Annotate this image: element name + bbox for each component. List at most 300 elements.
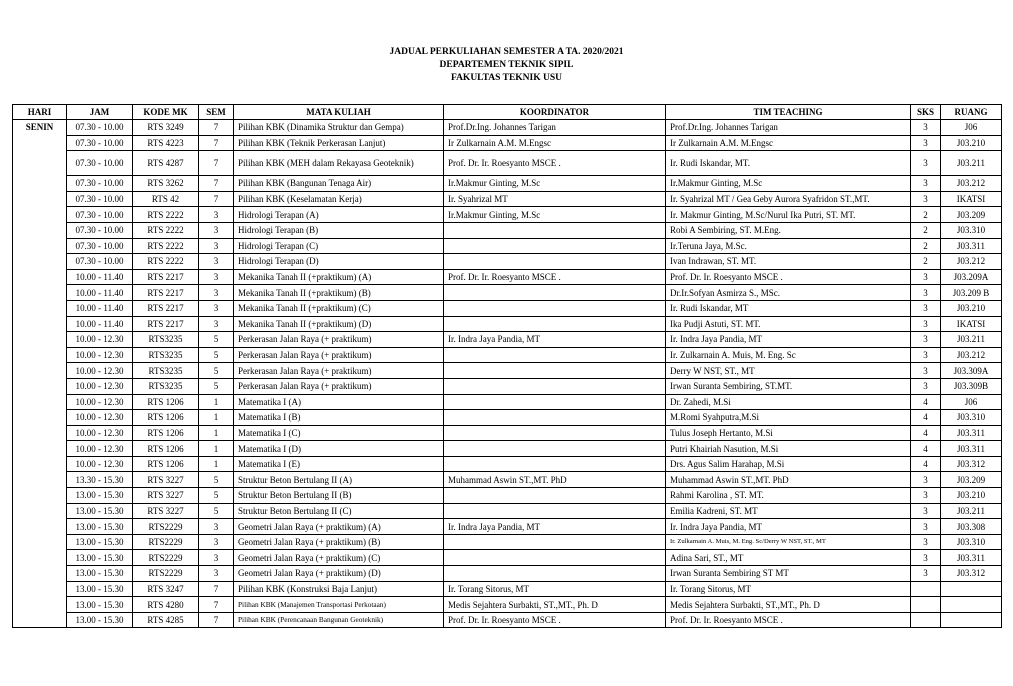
cell-sem: 3 bbox=[199, 269, 234, 285]
cell-sks: 4 bbox=[911, 425, 941, 441]
table-row bbox=[13, 238, 1002, 254]
cell-jam: 13.00 - 15.30 bbox=[67, 581, 133, 597]
cell-koordinator bbox=[444, 378, 666, 394]
cell-sks: 3 bbox=[911, 363, 941, 379]
cell-sks: 3 bbox=[911, 347, 941, 363]
table-row bbox=[13, 378, 1002, 394]
cell-koordinator bbox=[444, 363, 666, 379]
cell-kode: RTS3235 bbox=[133, 363, 199, 379]
cell-tim: Ika Pudji Astuti, ST. MT. bbox=[666, 316, 911, 332]
cell-matkul: Hidrologi Terapan (A) bbox=[234, 207, 444, 223]
table-row bbox=[13, 441, 1002, 457]
cell-sem: 7 bbox=[199, 120, 234, 136]
cell-sks: 3 bbox=[911, 550, 941, 566]
table-row bbox=[13, 191, 1002, 207]
cell-matkul: Matematika I (C) bbox=[234, 425, 444, 441]
table-row bbox=[13, 581, 1002, 597]
cell-sks: 3 bbox=[911, 269, 941, 285]
cell-sem: 5 bbox=[199, 332, 234, 348]
cell-sem: 5 bbox=[199, 503, 234, 519]
table-row bbox=[13, 207, 1002, 223]
cell-tim: Robi A Sembiring, ST. M.Eng. bbox=[666, 222, 911, 238]
cell-matkul: Pilihan KBK (MEH dalam Rekayasa Geoteknik) bbox=[234, 151, 444, 176]
cell-jam: 07.30 - 10.00 bbox=[67, 238, 133, 254]
cell-matkul: Mekanika Tanah II (+praktikum) (A) bbox=[234, 269, 444, 285]
cell-kode: RTS 1206 bbox=[133, 410, 199, 426]
table-row bbox=[13, 566, 1002, 582]
cell-koordinator: Muhammad Aswin ST.,MT. PhD bbox=[444, 472, 666, 488]
cell-koordinator: Ir. Syahrizal MT bbox=[444, 191, 666, 207]
cell-sem: 5 bbox=[199, 378, 234, 394]
cell-sem: 1 bbox=[199, 410, 234, 426]
table-row bbox=[13, 503, 1002, 519]
table-row bbox=[13, 269, 1002, 285]
cell-jam: 10.00 - 11.40 bbox=[67, 316, 133, 332]
cell-ruang: J03.309B bbox=[941, 378, 1002, 394]
cell-koordinator bbox=[444, 425, 666, 441]
cell-tim: Medis Sejahtera Surbakti, ST.,MT., Ph. D bbox=[666, 597, 911, 613]
cell-koordinator: Prof. Dr. Ir. Roesyanto MSCE . bbox=[444, 269, 666, 285]
cell-sks: 3 bbox=[911, 300, 941, 316]
cell-koordinator: Ir. Torang Sitorus, MT bbox=[444, 581, 666, 597]
table-row bbox=[13, 363, 1002, 379]
cell-koordinator: Ir. Indra Jaya Pandia, MT bbox=[444, 519, 666, 535]
cell-tim: Irwan Suranta Sembiring ST MT bbox=[666, 566, 911, 582]
col-header-sem: SEM bbox=[199, 105, 234, 120]
cell-koordinator: Prof.Dr.Ing. Johannes Tarigan bbox=[444, 120, 666, 136]
cell-kode: RTS3235 bbox=[133, 378, 199, 394]
cell-sks: 3 bbox=[911, 488, 941, 504]
cell-kode: RTS 4280 bbox=[133, 597, 199, 613]
col-header-kode: KODE MK bbox=[133, 105, 199, 120]
cell-jam: 07.30 - 10.00 bbox=[67, 191, 133, 207]
cell-koordinator bbox=[444, 285, 666, 301]
cell-matkul: Pilihan KBK (Bangunan Tenaga Air) bbox=[234, 176, 444, 192]
cell-sem: 3 bbox=[199, 238, 234, 254]
cell-kode: RTS 3227 bbox=[133, 472, 199, 488]
table-header-row bbox=[13, 105, 1002, 120]
cell-sem: 3 bbox=[199, 316, 234, 332]
cell-sem: 3 bbox=[199, 550, 234, 566]
table-row bbox=[13, 176, 1002, 192]
cell-kode: RTS2229 bbox=[133, 534, 199, 550]
cell-tim: Ir Zulkarnain A.M. M.Engsc bbox=[666, 135, 911, 151]
cell-koordinator bbox=[444, 222, 666, 238]
cell-matkul: Perkerasan Jalan Raya (+ praktikum) bbox=[234, 363, 444, 379]
col-header-koordinator: KOORDINATOR bbox=[444, 105, 666, 120]
cell-ruang: J03.210 bbox=[941, 300, 1002, 316]
cell-kode: RTS 3262 bbox=[133, 176, 199, 192]
cell-sem: 3 bbox=[199, 285, 234, 301]
cell-koordinator bbox=[444, 316, 666, 332]
cell-ruang: J06 bbox=[941, 394, 1002, 410]
cell-jam: 10.00 - 12.30 bbox=[67, 378, 133, 394]
cell-matkul: Mekanika Tanah II (+praktikum) (B) bbox=[234, 285, 444, 301]
header-title: JADUAL PERKULIAHAN SEMESTER A TA. 2020/2021 bbox=[389, 47, 624, 57]
table-row bbox=[13, 300, 1002, 316]
cell-tim: Ir. Indra Jaya Pandia, MT bbox=[666, 332, 911, 348]
cell-sem: 7 bbox=[199, 191, 234, 207]
cell-kode: RTS 1206 bbox=[133, 441, 199, 457]
cell-sem: 1 bbox=[199, 456, 234, 472]
cell-ruang: J03.209 bbox=[941, 472, 1002, 488]
cell-kode: RTS 2217 bbox=[133, 316, 199, 332]
header-faculty: FAKULTAS TEKNIK USU bbox=[450, 73, 563, 83]
cell-kode: RTS2229 bbox=[133, 566, 199, 582]
cell-ruang: J03.212 bbox=[941, 254, 1002, 270]
cell-sem: 7 bbox=[199, 612, 234, 628]
cell-sem: 3 bbox=[199, 566, 234, 582]
cell-matkul: Pilihan KBK (Perencanaan Bangunan Geoteknik) bbox=[234, 612, 444, 628]
cell-sks: 3 bbox=[911, 135, 941, 151]
cell-ruang: J03.209 B bbox=[941, 285, 1002, 301]
cell-jam: 10.00 - 11.40 bbox=[67, 269, 133, 285]
cell-kode: RTS 1206 bbox=[133, 394, 199, 410]
cell-matkul: Pilihan KBK (Keselamatan Kerja) bbox=[234, 191, 444, 207]
cell-tim: Drs. Agus Salim Harahap, M.Si bbox=[666, 456, 911, 472]
cell-tim: Tulus Joseph Hertanto, M.Si bbox=[666, 425, 911, 441]
table-row bbox=[13, 332, 1002, 348]
cell-matkul: Perkerasan Jalan Raya (+ praktikum) bbox=[234, 332, 444, 348]
cell-koordinator bbox=[444, 566, 666, 582]
cell-sem: 3 bbox=[199, 254, 234, 270]
cell-tim: Ir. Zulkarnain A. Muis, M. Eng. Sc/Derry W NST, ST., MT bbox=[666, 534, 911, 550]
cell-jam: 13.00 - 15.30 bbox=[67, 488, 133, 504]
cell-sem: 5 bbox=[199, 488, 234, 504]
schedule-table bbox=[12, 104, 1002, 628]
cell-jam: 07.30 - 10.00 bbox=[67, 254, 133, 270]
cell-ruang: J03.312 bbox=[941, 566, 1002, 582]
cell-ruang: J03.211 bbox=[941, 503, 1002, 519]
table-row bbox=[13, 394, 1002, 410]
cell-koordinator bbox=[444, 238, 666, 254]
cell-sks: 4 bbox=[911, 394, 941, 410]
cell-kode: RTS 2217 bbox=[133, 269, 199, 285]
table-row bbox=[13, 425, 1002, 441]
cell-sem: 3 bbox=[199, 534, 234, 550]
table-row bbox=[13, 488, 1002, 504]
cell-tim: M.Romi Syahputra,M.Si bbox=[666, 410, 911, 426]
cell-koordinator bbox=[444, 254, 666, 270]
table-row bbox=[13, 285, 1002, 301]
cell-matkul: Perkerasan Jalan Raya (+ praktikum) bbox=[234, 347, 444, 363]
cell-kode: RTS 4287 bbox=[133, 151, 199, 176]
cell-matkul: Struktur Beton Bertulang II (C) bbox=[234, 503, 444, 519]
cell-tim: Ir. Torang Sitorus, MT bbox=[666, 581, 911, 597]
cell-sks bbox=[911, 597, 941, 613]
cell-matkul: Pilihan KBK (Manajemen Transportasi Perkotaan) bbox=[234, 597, 444, 613]
cell-sks bbox=[911, 581, 941, 597]
cell-tim: Ir. Indra Jaya Pandia, MT bbox=[666, 519, 911, 535]
cell-matkul: Matematika I (E) bbox=[234, 456, 444, 472]
cell-tim: Prof. Dr. Ir. Roesyanto MSCE . bbox=[666, 269, 911, 285]
col-header-sks: SKS bbox=[911, 105, 941, 120]
cell-koordinator bbox=[444, 488, 666, 504]
cell-sem: 3 bbox=[199, 222, 234, 238]
cell-sem: 5 bbox=[199, 363, 234, 379]
cell-sem: 3 bbox=[199, 207, 234, 223]
cell-tim: Prof. Dr. Ir. Roesyanto MSCE . bbox=[666, 612, 911, 628]
cell-sks: 4 bbox=[911, 441, 941, 457]
cell-koordinator bbox=[444, 534, 666, 550]
cell-jam: 13.00 - 15.30 bbox=[67, 534, 133, 550]
table-row bbox=[13, 519, 1002, 535]
cell-sem: 7 bbox=[199, 135, 234, 151]
cell-sem: 7 bbox=[199, 176, 234, 192]
cell-ruang: IKATSI bbox=[941, 191, 1002, 207]
cell-jam: 13.30 - 15.30 bbox=[67, 472, 133, 488]
table-row bbox=[13, 597, 1002, 613]
cell-tim: Dr. Zahedi, M.Si bbox=[666, 394, 911, 410]
cell-sks: 4 bbox=[911, 456, 941, 472]
cell-ruang: J03.310 bbox=[941, 410, 1002, 426]
cell-tim: Ir. Rudi Iskandar, MT. bbox=[666, 151, 911, 176]
cell-sem: 1 bbox=[199, 441, 234, 457]
cell-sks: 3 bbox=[911, 316, 941, 332]
cell-sks bbox=[911, 612, 941, 628]
cell-kode: RTS 2217 bbox=[133, 300, 199, 316]
cell-sem: 7 bbox=[199, 597, 234, 613]
cell-ruang: J03.210 bbox=[941, 488, 1002, 504]
cell-ruang: IKATSI bbox=[941, 316, 1002, 332]
cell-ruang: J03.311 bbox=[941, 441, 1002, 457]
cell-sks: 3 bbox=[911, 285, 941, 301]
cell-kode: RTS 3227 bbox=[133, 503, 199, 519]
cell-sem: 5 bbox=[199, 347, 234, 363]
cell-jam: 07.30 - 10.00 bbox=[67, 120, 133, 136]
cell-ruang: J03.311 bbox=[941, 238, 1002, 254]
cell-kode: RTS 1206 bbox=[133, 425, 199, 441]
cell-matkul: Pilihan KBK (Konstruksi Baja Lanjut) bbox=[234, 581, 444, 597]
cell-matkul: Pilihan KBK (Dinamika Struktur dan Gempa) bbox=[234, 120, 444, 136]
cell-jam: 10.00 - 12.30 bbox=[67, 332, 133, 348]
col-header-hari: HARI bbox=[13, 105, 67, 120]
cell-jam: 07.30 - 10.00 bbox=[67, 207, 133, 223]
cell-koordinator bbox=[444, 550, 666, 566]
document-header bbox=[0, 46, 1013, 85]
cell-jam: 13.00 - 15.30 bbox=[67, 503, 133, 519]
cell-ruang bbox=[941, 581, 1002, 597]
cell-sem: 1 bbox=[199, 425, 234, 441]
cell-jam: 13.00 - 15.30 bbox=[67, 550, 133, 566]
cell-jam: 10.00 - 11.40 bbox=[67, 300, 133, 316]
table-row bbox=[13, 222, 1002, 238]
cell-ruang bbox=[941, 597, 1002, 613]
cell-jam: 13.00 - 15.30 bbox=[67, 597, 133, 613]
cell-matkul: Geometri Jalan Raya (+ praktikum) (A) bbox=[234, 519, 444, 535]
cell-sem: 3 bbox=[199, 519, 234, 535]
cell-kode: RTS2229 bbox=[133, 550, 199, 566]
cell-koordinator bbox=[444, 410, 666, 426]
cell-kode: RTS 2222 bbox=[133, 238, 199, 254]
cell-tim: Ir. Syahrizal MT / Gea Geby Aurora Syafridon ST.,MT. bbox=[666, 191, 911, 207]
cell-kode: RTS3235 bbox=[133, 332, 199, 348]
cell-koordinator bbox=[444, 394, 666, 410]
cell-sem: 7 bbox=[199, 581, 234, 597]
cell-sks: 3 bbox=[911, 176, 941, 192]
cell-matkul: Struktur Beton Bertulang II (A) bbox=[234, 472, 444, 488]
cell-ruang: J03.311 bbox=[941, 550, 1002, 566]
cell-koordinator: Ir. Indra Jaya Pandia, MT bbox=[444, 332, 666, 348]
cell-kode: RTS 2222 bbox=[133, 254, 199, 270]
cell-ruang: J03.212 bbox=[941, 347, 1002, 363]
cell-ruang: J03.311 bbox=[941, 425, 1002, 441]
cell-jam: 07.30 - 10.00 bbox=[67, 151, 133, 176]
cell-kode: RTS 4223 bbox=[133, 135, 199, 151]
cell-kode: RTS3235 bbox=[133, 347, 199, 363]
cell-sem: 5 bbox=[199, 472, 234, 488]
cell-tim: Rahmi Karolina , ST. MT. bbox=[666, 488, 911, 504]
cell-sks: 2 bbox=[911, 238, 941, 254]
cell-ruang: J03.211 bbox=[941, 332, 1002, 348]
cell-koordinator: Prof. Dr. Ir. Roesyanto MSCE . bbox=[444, 612, 666, 628]
cell-sks: 3 bbox=[911, 332, 941, 348]
cell-ruang bbox=[941, 612, 1002, 628]
cell-tim: Ir.Makmur Ginting, M.Sc bbox=[666, 176, 911, 192]
cell-sem: 7 bbox=[199, 151, 234, 176]
cell-tim: Derry W NST, ST., MT bbox=[666, 363, 911, 379]
cell-sem: 3 bbox=[199, 300, 234, 316]
cell-sks: 3 bbox=[911, 503, 941, 519]
cell-jam: 07.30 - 10.00 bbox=[67, 222, 133, 238]
cell-jam: 10.00 - 12.30 bbox=[67, 456, 133, 472]
cell-tim: Emilia Kadreni, ST. MT bbox=[666, 503, 911, 519]
schedule-body bbox=[13, 120, 1002, 628]
cell-koordinator bbox=[444, 456, 666, 472]
cell-matkul: Pilihan KBK (Teknik Perkerasan Lanjut) bbox=[234, 135, 444, 151]
cell-kode: RTS 42 bbox=[133, 191, 199, 207]
cell-matkul: Perkerasan Jalan Raya (+ praktikum) bbox=[234, 378, 444, 394]
cell-tim: Dr.Ir.Sofyan Asmirza S., MSc. bbox=[666, 285, 911, 301]
cell-jam: 10.00 - 12.30 bbox=[67, 347, 133, 363]
cell-jam: 10.00 - 12.30 bbox=[67, 425, 133, 441]
cell-matkul: Geometri Jalan Raya (+ praktikum) (B) bbox=[234, 534, 444, 550]
header-department: DEPARTEMEN TEKNIK SIPIL bbox=[439, 60, 574, 70]
cell-matkul: Matematika I (D) bbox=[234, 441, 444, 457]
cell-sks: 4 bbox=[911, 410, 941, 426]
cell-koordinator: Medis Sejahtera Surbakti, ST.,MT., Ph. D bbox=[444, 597, 666, 613]
cell-sks: 3 bbox=[911, 120, 941, 136]
cell-ruang: J03.209 bbox=[941, 207, 1002, 223]
cell-sks: 3 bbox=[911, 191, 941, 207]
cell-sks: 3 bbox=[911, 519, 941, 535]
cell-kode: RTS 2222 bbox=[133, 207, 199, 223]
cell-kode: RTS 3227 bbox=[133, 488, 199, 504]
table-row bbox=[13, 151, 1002, 176]
table-row bbox=[13, 410, 1002, 426]
cell-sks: 3 bbox=[911, 472, 941, 488]
cell-koordinator: Ir Zulkarnain A.M. M.Engsc bbox=[444, 135, 666, 151]
cell-kode: RTS 2222 bbox=[133, 222, 199, 238]
cell-koordinator bbox=[444, 347, 666, 363]
col-header-jam: JAM bbox=[67, 105, 133, 120]
cell-ruang: J06 bbox=[941, 120, 1002, 136]
cell-tim: Ir. Makmur Ginting, M.Sc/Nurul Ika Putri, ST. MT. bbox=[666, 207, 911, 223]
cell-ruang: J03.212 bbox=[941, 176, 1002, 192]
cell-jam: 10.00 - 12.30 bbox=[67, 363, 133, 379]
cell-sks: 2 bbox=[911, 222, 941, 238]
cell-koordinator bbox=[444, 300, 666, 316]
cell-tim: Prof.Dr.Ing. Johannes Tarigan bbox=[666, 120, 911, 136]
cell-jam: 10.00 - 12.30 bbox=[67, 394, 133, 410]
cell-kode: RTS 3247 bbox=[133, 581, 199, 597]
cell-koordinator: Prof. Dr. Ir. Roesyanto MSCE . bbox=[444, 151, 666, 176]
cell-jam: 07.30 - 10.00 bbox=[67, 135, 133, 151]
cell-jam: 13.00 - 15.30 bbox=[67, 612, 133, 628]
col-header-ruang: RUANG bbox=[941, 105, 1002, 120]
cell-matkul: Geometri Jalan Raya (+ praktikum) (C) bbox=[234, 550, 444, 566]
cell-tim: Muhammad Aswin ST.,MT. PhD bbox=[666, 472, 911, 488]
table-row bbox=[13, 347, 1002, 363]
cell-ruang: J03.211 bbox=[941, 151, 1002, 176]
cell-tim: Putri Khairiah Nasution, M.Si bbox=[666, 441, 911, 457]
cell-sks: 3 bbox=[911, 566, 941, 582]
cell-matkul: Struktur Beton Bertulang II (B) bbox=[234, 488, 444, 504]
cell-kode: RTS2229 bbox=[133, 519, 199, 535]
col-header-matkul: MATA KULIAH bbox=[234, 105, 444, 120]
cell-kode: RTS 4285 bbox=[133, 612, 199, 628]
cell-ruang: J03.309A bbox=[941, 363, 1002, 379]
cell-kode: RTS 2217 bbox=[133, 285, 199, 301]
cell-matkul: Mekanika Tanah II (+praktikum) (D) bbox=[234, 316, 444, 332]
cell-sks: 3 bbox=[911, 534, 941, 550]
cell-sks: 2 bbox=[911, 254, 941, 270]
cell-sks: 2 bbox=[911, 207, 941, 223]
cell-jam: 10.00 - 12.30 bbox=[67, 441, 133, 457]
cell-matkul: Mekanika Tanah II (+praktikum) (C) bbox=[234, 300, 444, 316]
table-row bbox=[13, 456, 1002, 472]
cell-kode: RTS 1206 bbox=[133, 456, 199, 472]
cell-koordinator bbox=[444, 503, 666, 519]
cell-matkul: Matematika I (A) bbox=[234, 394, 444, 410]
table-row bbox=[13, 612, 1002, 628]
cell-jam: 10.00 - 12.30 bbox=[67, 410, 133, 426]
cell-koordinator: Ir.Makmur Ginting, M.Sc bbox=[444, 176, 666, 192]
table-row bbox=[13, 135, 1002, 151]
cell-koordinator: Ir.Makmur Ginting, M.Sc bbox=[444, 207, 666, 223]
table-row bbox=[13, 120, 1002, 136]
cell-matkul: Hidrologi Terapan (B) bbox=[234, 222, 444, 238]
cell-tim: Irwan Suranta Sembiring, ST.MT. bbox=[666, 378, 911, 394]
cell-tim: Ir. Rudi Iskandar, MT bbox=[666, 300, 911, 316]
cell-matkul: Matematika I (B) bbox=[234, 410, 444, 426]
table-row bbox=[13, 550, 1002, 566]
cell-sem: 1 bbox=[199, 394, 234, 410]
cell-tim: Adina Sari, ST., MT bbox=[666, 550, 911, 566]
cell-koordinator bbox=[444, 441, 666, 457]
cell-matkul: Geometri Jalan Raya (+ praktikum) (D) bbox=[234, 566, 444, 582]
cell-jam: 13.00 - 15.30 bbox=[67, 566, 133, 582]
cell-ruang: J03.308 bbox=[941, 519, 1002, 535]
table-row bbox=[13, 254, 1002, 270]
table-row bbox=[13, 316, 1002, 332]
cell-sks: 3 bbox=[911, 378, 941, 394]
cell-ruang: J03.310 bbox=[941, 534, 1002, 550]
cell-jam: 13.00 - 15.30 bbox=[67, 519, 133, 535]
cell-kode: RTS 3249 bbox=[133, 120, 199, 136]
cell-jam: 10.00 - 11.40 bbox=[67, 285, 133, 301]
table-row bbox=[13, 472, 1002, 488]
cell-ruang: J03.209A bbox=[941, 269, 1002, 285]
cell-matkul: Hidrologi Terapan (D) bbox=[234, 254, 444, 270]
cell-sks: 3 bbox=[911, 151, 941, 176]
day-cell: SENIN bbox=[13, 120, 67, 628]
cell-jam: 07.30 - 10.00 bbox=[67, 176, 133, 192]
col-header-tim: TIM TEACHING bbox=[666, 105, 911, 120]
table-row bbox=[13, 534, 1002, 550]
cell-tim: Ir.Teruna Jaya, M.Sc. bbox=[666, 238, 911, 254]
cell-ruang: J03.210 bbox=[941, 135, 1002, 151]
